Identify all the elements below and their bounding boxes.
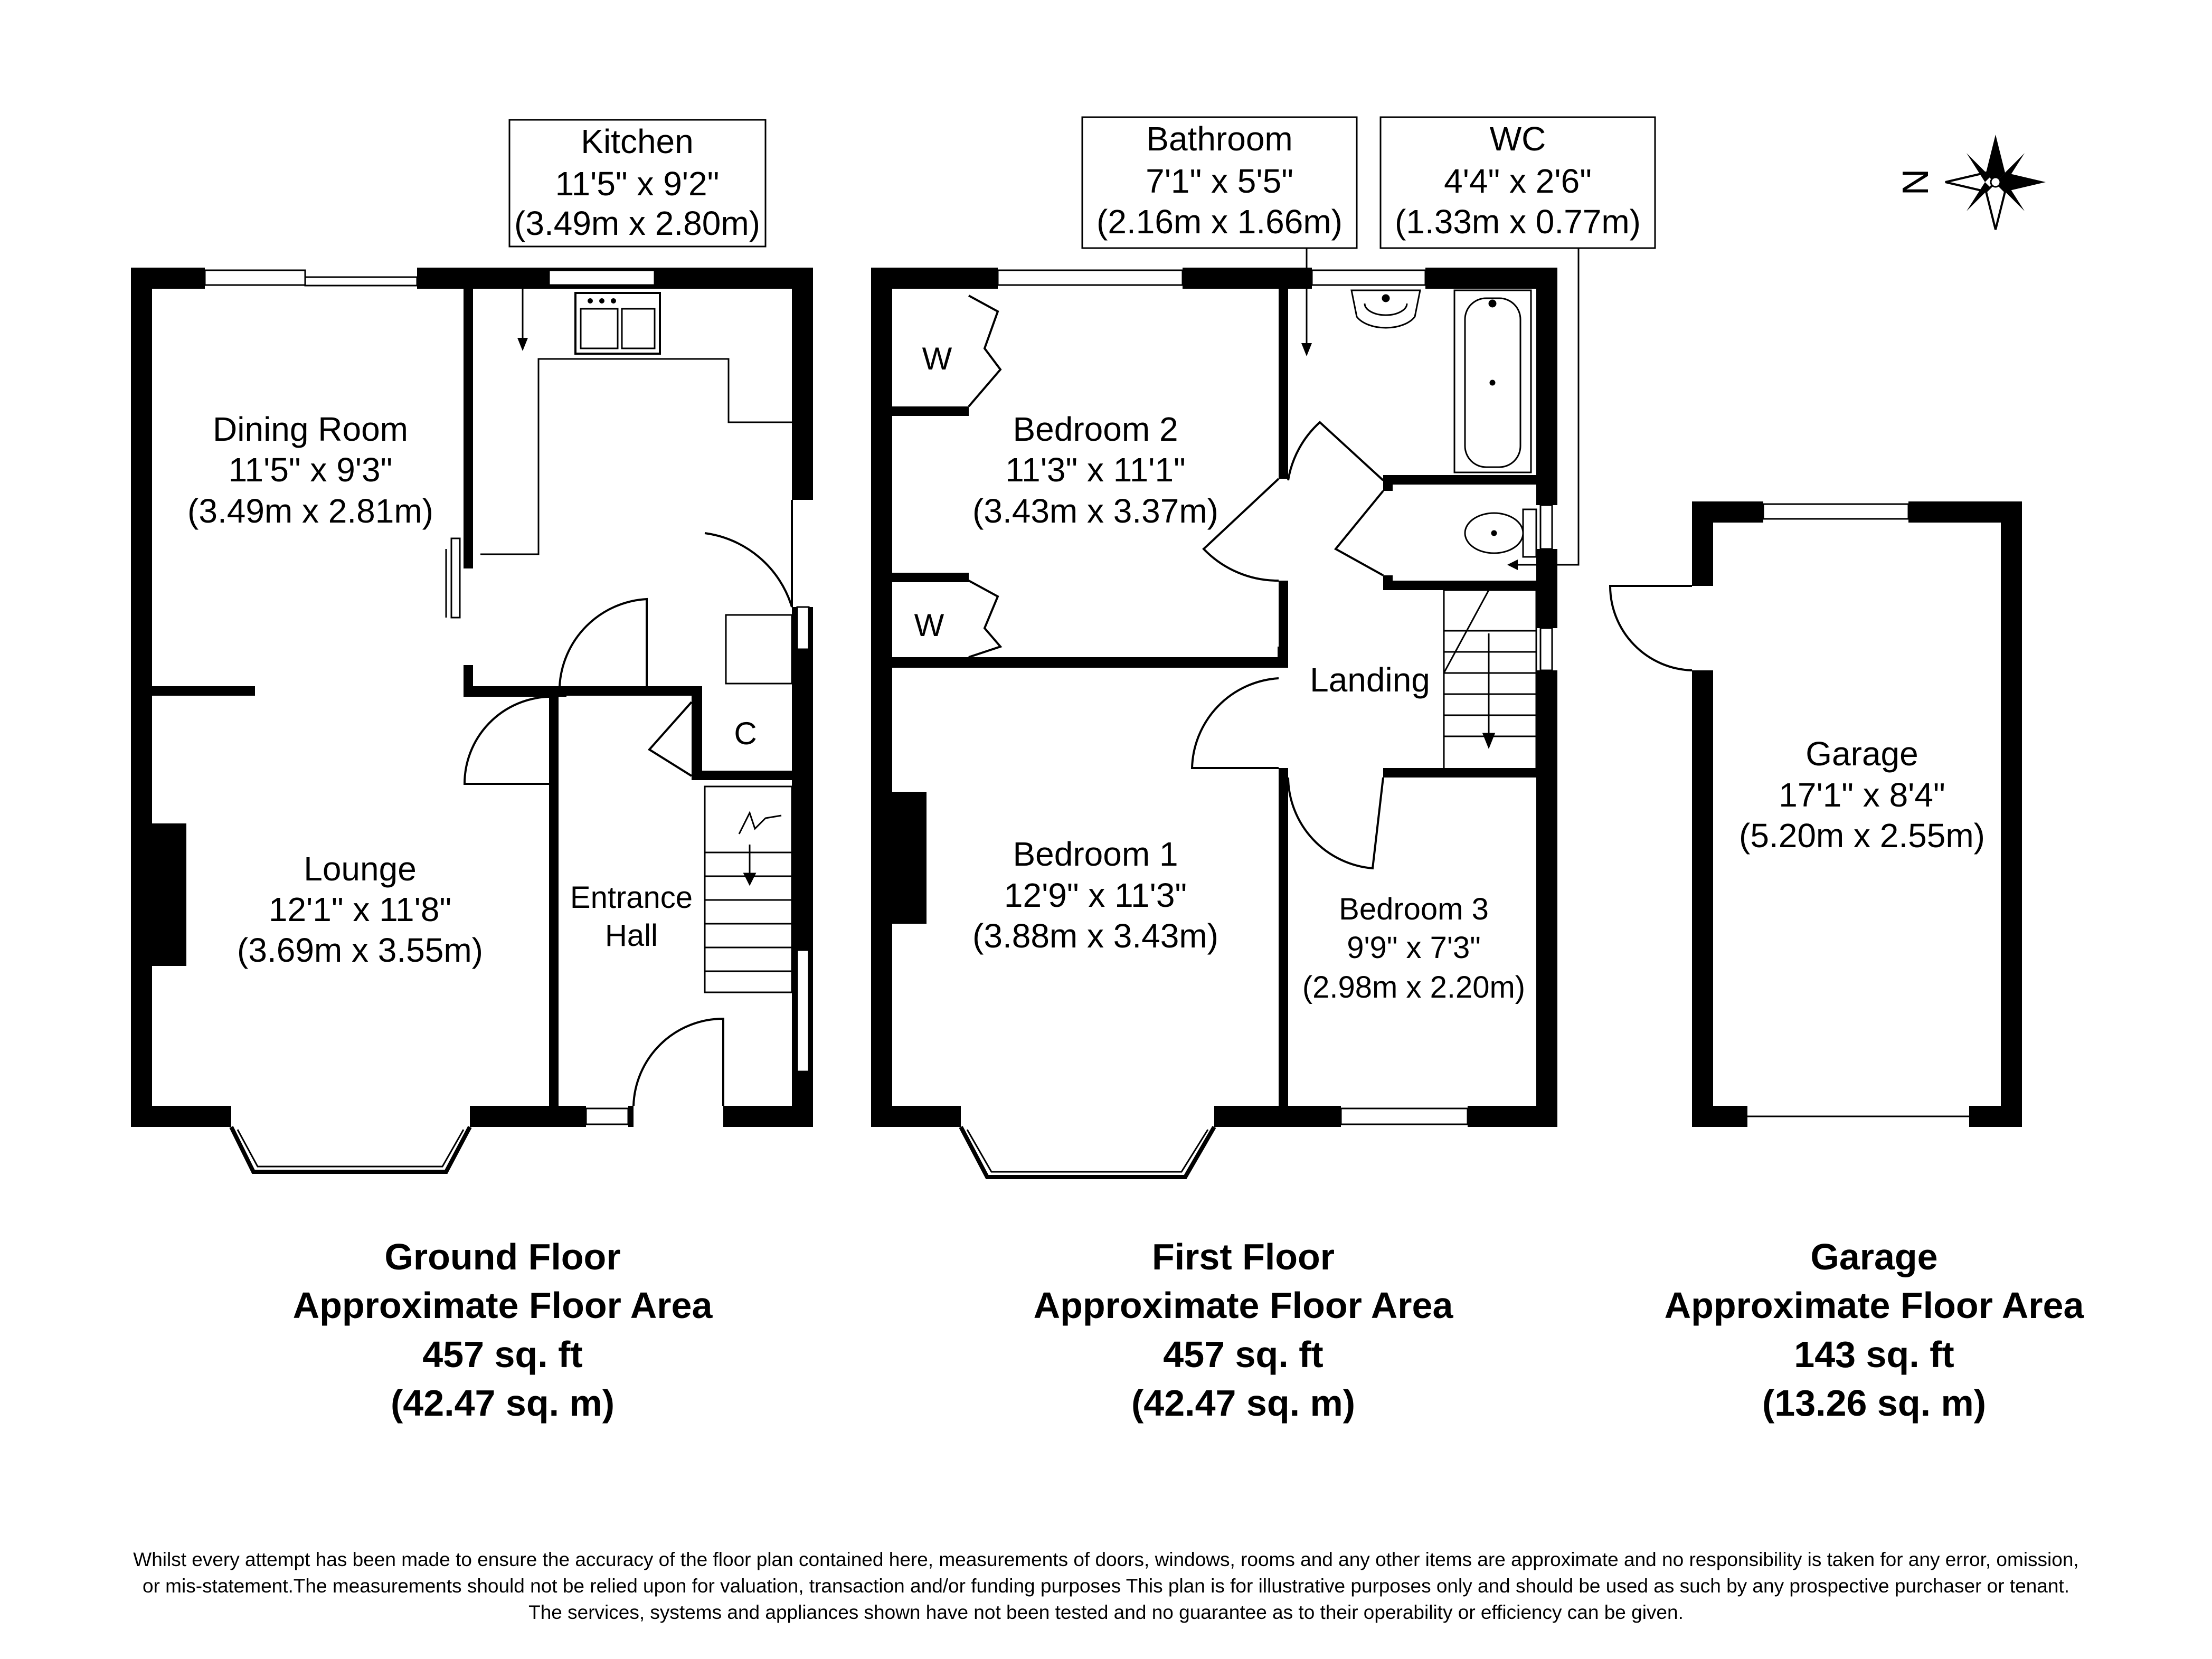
bedroom1-imperial: 12'9" x 11'3" xyxy=(1004,876,1187,914)
disclaimer-line-1: Whilst every attempt has been made to ensure the accuracy of the floor plan contained here, measurements of doors, windows, rooms and any other items are approximate and no responsibility is taken for any error, omission, xyxy=(133,1549,2079,1570)
bedroom3-metric: (2.98m x 2.20m) xyxy=(1302,970,1526,1004)
entrance-hall-line1: Entrance xyxy=(570,880,693,915)
kitchen-worktop xyxy=(480,359,792,554)
chimney-breast xyxy=(152,823,186,966)
ground-floor-plan xyxy=(131,268,813,1172)
ground-floor-sqft: 457 sq. ft xyxy=(422,1334,583,1375)
dining-room-imperial: 11'5" x 9'3" xyxy=(228,451,393,489)
lounge-name: Lounge xyxy=(304,850,417,888)
disclaimer xyxy=(0,1547,2212,1626)
dining-window xyxy=(205,270,305,285)
bedroom1-metric: (3.88m x 3.43m) xyxy=(972,917,1218,955)
cupboard-label: C xyxy=(734,716,757,751)
bathroom-metric: (2.16m x 1.66m) xyxy=(1096,203,1343,241)
bay-window xyxy=(231,1127,470,1172)
wc-name: WC xyxy=(1489,120,1546,158)
ground-floor-subtitle: Approximate Floor Area xyxy=(292,1285,713,1326)
wardrobe-label-2: W xyxy=(914,608,944,643)
bedroom2-metric: (3.43m x 3.37m) xyxy=(972,492,1218,530)
garage-side-door xyxy=(1610,586,1692,670)
lounge-door xyxy=(465,697,549,784)
garage-plan xyxy=(1610,501,2022,1127)
front-door xyxy=(634,1019,723,1106)
bathroom-imperial: 7'1" x 5'5" xyxy=(1146,162,1293,200)
wc-imperial: 4'4" x 2'6" xyxy=(1444,162,1592,200)
first-floor-sqm: (42.47 sq. m) xyxy=(1131,1382,1356,1424)
wc-toilet xyxy=(1465,509,1536,557)
wc-metric: (1.33m x 0.77m) xyxy=(1395,203,1641,241)
garage-floor-subtitle: Approximate Floor Area xyxy=(1664,1285,2084,1326)
kitchen-door xyxy=(560,599,647,686)
first-floor-plan xyxy=(871,245,1578,1177)
first-floor-subtitle: Approximate Floor Area xyxy=(1033,1285,1453,1326)
bedroom3-imperial: 9'9" x 7'3" xyxy=(1347,931,1481,965)
bedroom1-name: Bedroom 1 xyxy=(1013,835,1178,873)
disclaimer-line-3: The services, systems and appliances shown have not been tested and no guarantee as to their operability or efficiency can be given. xyxy=(528,1601,1684,1623)
bedroom3-name: Bedroom 3 xyxy=(1339,892,1489,926)
compass-icon xyxy=(1895,135,2046,230)
kitchen-metric: (3.49m x 2.80m) xyxy=(514,204,760,242)
garage-floor-sqft: 143 sq. ft xyxy=(1794,1334,1954,1375)
dining-room-name: Dining Room xyxy=(213,410,408,448)
garage-floor-sqm: (13.26 sq. m) xyxy=(1762,1382,1987,1424)
ground-stairs xyxy=(705,786,792,992)
dining-room-metric: (3.49m x 2.81m) xyxy=(187,492,433,530)
first-floor-stairs xyxy=(1444,590,1536,770)
washbasin xyxy=(1351,290,1420,328)
compass-north-label: N xyxy=(1895,168,1936,196)
bathroom-name: Bathroom xyxy=(1146,120,1293,158)
first-floor-title: First Floor xyxy=(1151,1236,1335,1277)
ground-floor-title: Ground Floor xyxy=(384,1236,621,1277)
landing-label: Landing xyxy=(1310,661,1430,699)
garage-imperial: 17'1" x 8'4" xyxy=(1779,776,1945,814)
disclaimer-line-2: or mis-statement.The measurements should not be relied upon for valuation, transaction and/or funding purposes This plan is for illustrative purposes only and should be used as such by any prospective purchaser or tenant. xyxy=(143,1575,2069,1597)
lounge-imperial: 12'1" x 11'8" xyxy=(268,890,452,928)
kitchen-name: Kitchen xyxy=(581,122,694,160)
garage-name: Garage xyxy=(1805,735,1918,773)
bathtub xyxy=(1454,290,1531,472)
entrance-hall-line2: Hall xyxy=(605,918,658,953)
kitchen-back-door xyxy=(705,500,792,607)
ground-floor-sqm: (42.47 sq. m) xyxy=(390,1382,615,1424)
first-floor-sqft: 457 sq. ft xyxy=(1163,1334,1324,1375)
garage-metric: (5.20m x 2.55m) xyxy=(1739,817,1985,855)
bedroom2-imperial: 11'3" x 11'1" xyxy=(1005,451,1186,489)
bedroom2-name: Bedroom 2 xyxy=(1013,410,1178,448)
patio-door xyxy=(305,277,417,286)
kitchen-window xyxy=(549,270,655,285)
lounge-metric: (3.69m x 3.55m) xyxy=(237,931,483,969)
wardrobe-label-1: W xyxy=(922,341,952,376)
kitchen-imperial: 11'5" x 9'2" xyxy=(555,165,720,203)
garage-floor-title: Garage xyxy=(1810,1236,1938,1277)
